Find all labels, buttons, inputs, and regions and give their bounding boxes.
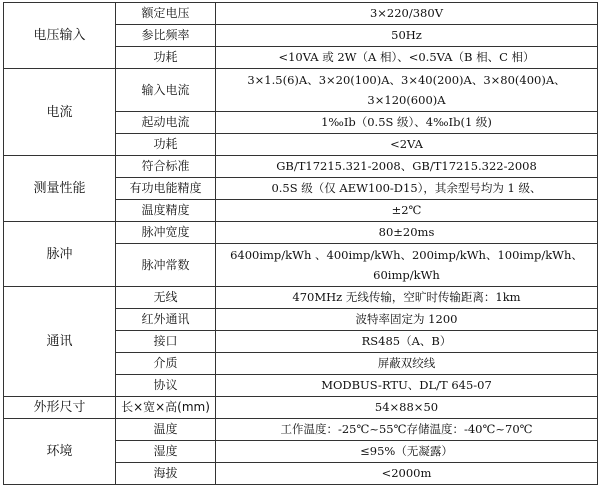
param-compliance-standard: 符合标准 <box>116 156 216 178</box>
param-temperature-accuracy: 温度精度 <box>116 200 216 222</box>
value-active-energy-accuracy: 0.5S 级（仅 AEW100-D15），其余型号均为 1 级、 <box>216 178 598 200</box>
param-pulse-constant: 脉冲常数 <box>116 244 216 287</box>
param-temperature: 温度 <box>116 419 216 441</box>
value-starting-current: 1‰Ib（0.5S 级）、4‰Ib(1 级) <box>216 112 598 134</box>
param-pulse-width: 脉冲宽度 <box>116 222 216 244</box>
param-infrared-communication: 红外通讯 <box>116 309 216 331</box>
param-input-current: 输入电流 <box>116 69 216 112</box>
param-rated-voltage: 额定电压 <box>116 3 216 25</box>
value-dimensions: 54×88×50 <box>216 397 598 419</box>
category-current: 电流 <box>4 69 116 156</box>
value-pulse-constant: 6400imp/kWh 、400imp/kWh、200imp/kWh、100imp/kWh、60imp/kWh <box>216 244 598 287</box>
param-altitude: 海拔 <box>116 463 216 485</box>
value-pulse-width: 80±20ms <box>216 222 598 244</box>
param-dimensions: 长×宽×高(mm) <box>116 397 216 419</box>
table-row <box>4 397 598 419</box>
category-measurement-performance: 测量性能 <box>4 156 116 222</box>
param-current-power-consumption: 功耗 <box>116 134 216 156</box>
param-protocol: 协议 <box>116 375 216 397</box>
table-row <box>4 419 598 441</box>
category-communication: 通讯 <box>4 287 116 397</box>
value-humidity: ≤95%（无凝露） <box>216 441 598 463</box>
category-dimensions: 外形尺寸 <box>4 397 116 419</box>
value-input-current: 3×1.5(6)A、3×20(100)A、3×40(200)A、3×80(400)A、3×120(600)A <box>216 69 598 112</box>
category-voltage-input: 电压输入 <box>4 3 116 69</box>
value-rated-voltage: 3×220/380V <box>216 3 598 25</box>
param-voltage-power-consumption: 功耗 <box>116 47 216 69</box>
category-environment: 环境 <box>4 419 116 485</box>
param-starting-current: 起动电流 <box>116 112 216 134</box>
value-reference-frequency: 50Hz <box>216 25 598 47</box>
value-temperature-accuracy: ±2℃ <box>216 200 598 222</box>
param-active-energy-accuracy: 有功电能精度 <box>116 178 216 200</box>
param-interface: 接口 <box>116 331 216 353</box>
value-medium: 屏蔽双绞线 <box>216 353 598 375</box>
param-wireless: 无线 <box>116 287 216 309</box>
value-interface: RS485（A、B） <box>216 331 598 353</box>
value-temperature: 工作温度：-25℃~55℃存储温度：-40℃~70℃ <box>216 419 598 441</box>
table-row <box>4 3 598 25</box>
value-infrared-communication: 波特率固定为 1200 <box>216 309 598 331</box>
value-compliance-standard: GB/T17215.321-2008、GB/T17215.322-2008 <box>216 156 598 178</box>
table-row <box>4 156 598 178</box>
value-protocol: MODBUS-RTU、DL/T 645-07 <box>216 375 598 397</box>
spec-table <box>3 2 598 485</box>
value-wireless: 470MHz 无线传输，空旷时传输距离：1km <box>216 287 598 309</box>
category-pulse: 脉冲 <box>4 222 116 287</box>
table-row <box>4 287 598 309</box>
param-reference-frequency: 参比频率 <box>116 25 216 47</box>
table-row <box>4 222 598 244</box>
table-row <box>4 69 598 112</box>
param-medium: 介质 <box>116 353 216 375</box>
value-altitude: <2000m <box>216 463 598 485</box>
value-voltage-power-consumption: <10VA 或 2W（A 相）、<0.5VA（B 相、C 相） <box>216 47 598 69</box>
param-humidity: 湿度 <box>116 441 216 463</box>
value-current-power-consumption: <2VA <box>216 134 598 156</box>
